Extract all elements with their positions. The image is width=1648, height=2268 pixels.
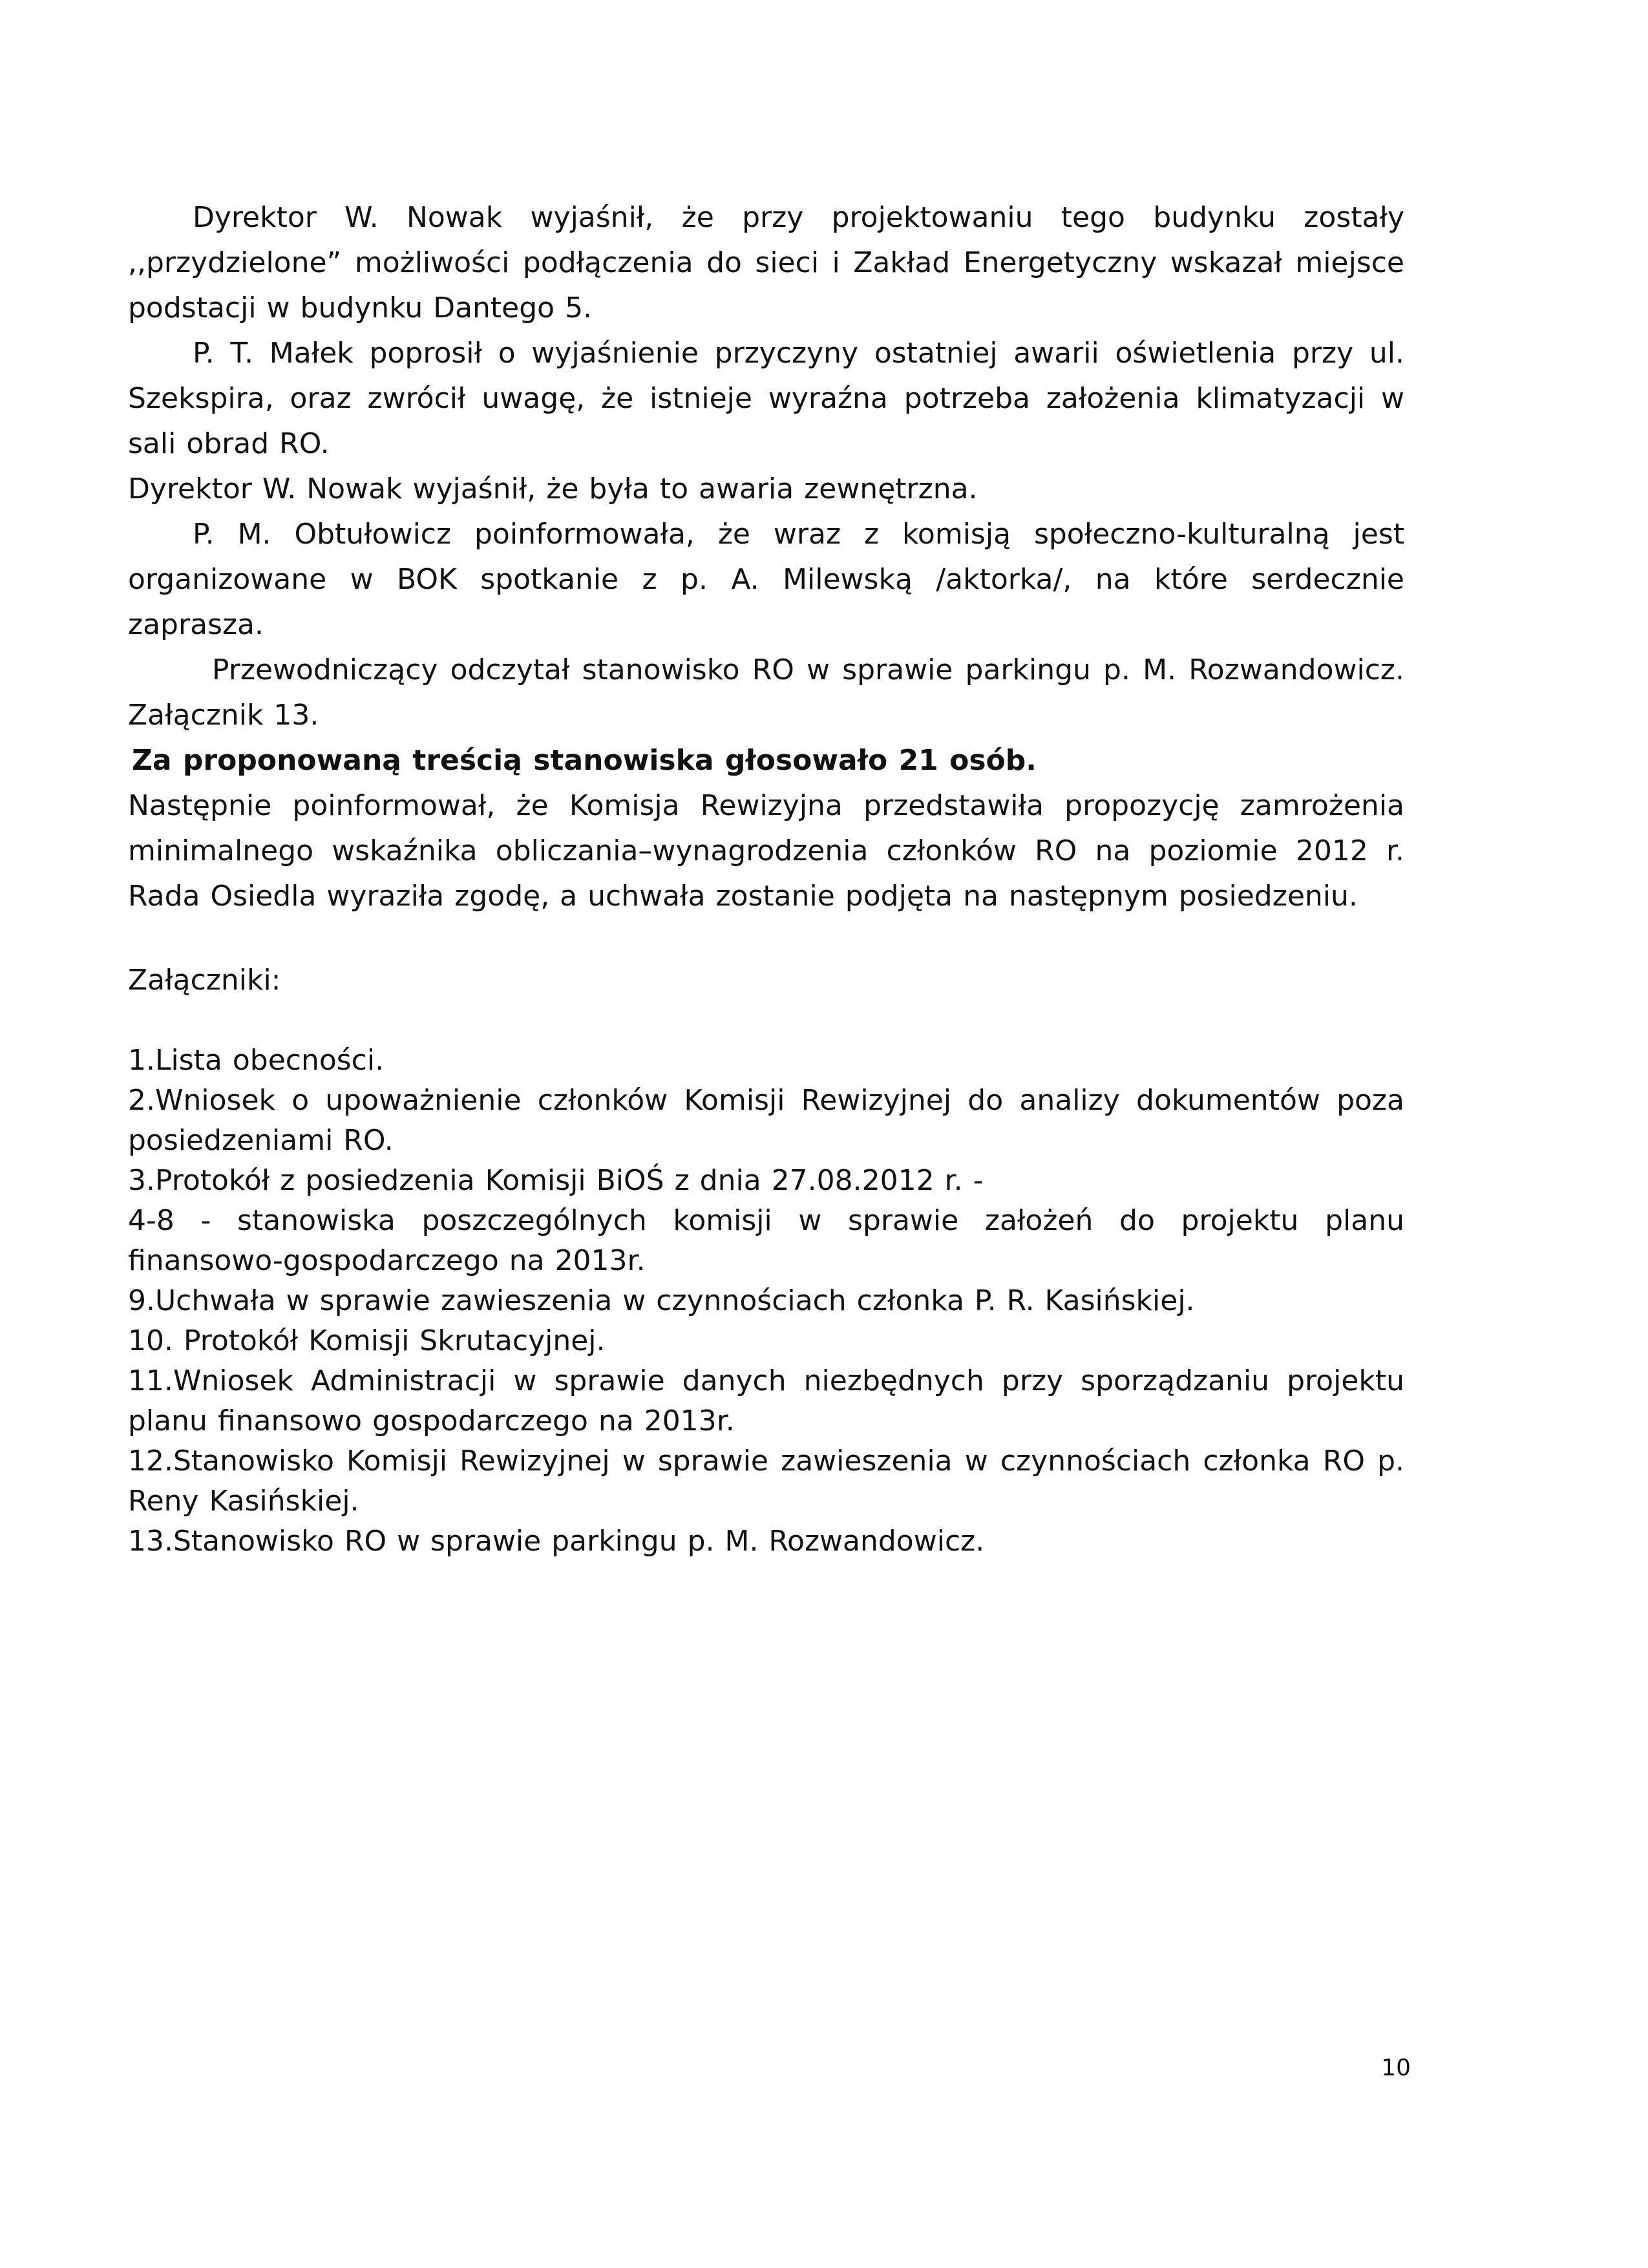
attachment-item: 13.Stanowisko RO w sprawie parkingu p. M. Rozwandowicz. [128,1525,985,1558]
attachment-item: 10. Protokół Komisji Skrutacyjnej. [128,1324,606,1357]
paragraph-audit-proposal: Następnie poinformował, że Komisja Rewizyjna przedstawiła propozycję zamrożenia minimalnego wskaźnika obliczania–wynagrodzenia członków RO na poziomie 2012 r. Rada Osiedla wyraziła zgodę, a uchwała zostanie podjęta na następnym posiedzeniu. [128,789,1404,913]
attachment-item: 9.Uchwała w sprawie zawieszenia w czynnościach członka P. R. Kasińskiej. [128,1284,1195,1317]
attachments-heading: Załączniki: [128,964,281,997]
attachment-item: 4-8 - stanowiska poszczególnych komisji w sprawie założeń do projektu planu finansowo-gospodarczego na 2013r. [128,1204,1404,1277]
list-gap [128,1003,1404,1041]
page-number: 10 [1381,2055,1411,2081]
paragraph-obtulowicz-info: P. M. Obtułowicz poinformowała, że wraz z komisją społeczno-kulturalną jest organizowane w BOK spotkanie z p. A. Milewską /aktorka/, na które serdecznie zaprasza. [128,518,1404,641]
paragraph-director-answer: Dyrektor W. Nowak wyjaśnił, że była to awaria zewnętrzna. [128,472,978,505]
section-gap [128,919,1404,958]
paragraph-malek-request: P. T. Małek poprosił o wyjaśnienie przyczyny ostatniej awarii oświetlenia przy ul. Szekspira, oraz zwrócił uwagę, że istnieje wyraźna potrzeba założenia klimatyzacji w sali obrad RO. [128,337,1404,460]
attachment-item: 12.Stanowisko Komisji Rewizyjnej w sprawie zawieszenia w czynnościach członka RO p. Reny Kasińskiej. [128,1445,1404,1518]
attachment-item: 11.Wniosek Administracji w sprawie danych niezbędnych przy sporządzaniu projektu planu finansowo gospodarczego na 2013r. [128,1364,1404,1437]
paragraph-vote-result: Za proponowaną treścią stanowiska głosowało 21 osób. [132,744,1037,777]
attachment-item: 2.Wniosek o upoważnienie członków Komisji Rewizyjnej do analizy dokumentów poza posiedzeniami RO. [128,1084,1404,1157]
document-body [128,195,1404,1562]
paragraph-chair-statement: Przewodniczący odczytał stanowisko RO w sprawie parkingu p. M. Rozwandowicz. Załącznik 13. [128,653,1404,732]
attachment-item: 1.Lista obecności. [128,1044,385,1077]
attachments-list [128,1041,1404,1562]
paragraph-director-explanation: Dyrektor W. Nowak wyjaśnił, że przy projektowaniu tego budynku zostały ,,przydzielone” możliwości podłączenia do sieci i Zakład Energetyczny wskazał miejsce podstacji w budynku Dantego 5. [128,201,1404,324]
attachment-item: 3.Protokół z posiedzenia Komisji BiOŚ z dnia 27.08.2012 r. - [128,1164,984,1197]
